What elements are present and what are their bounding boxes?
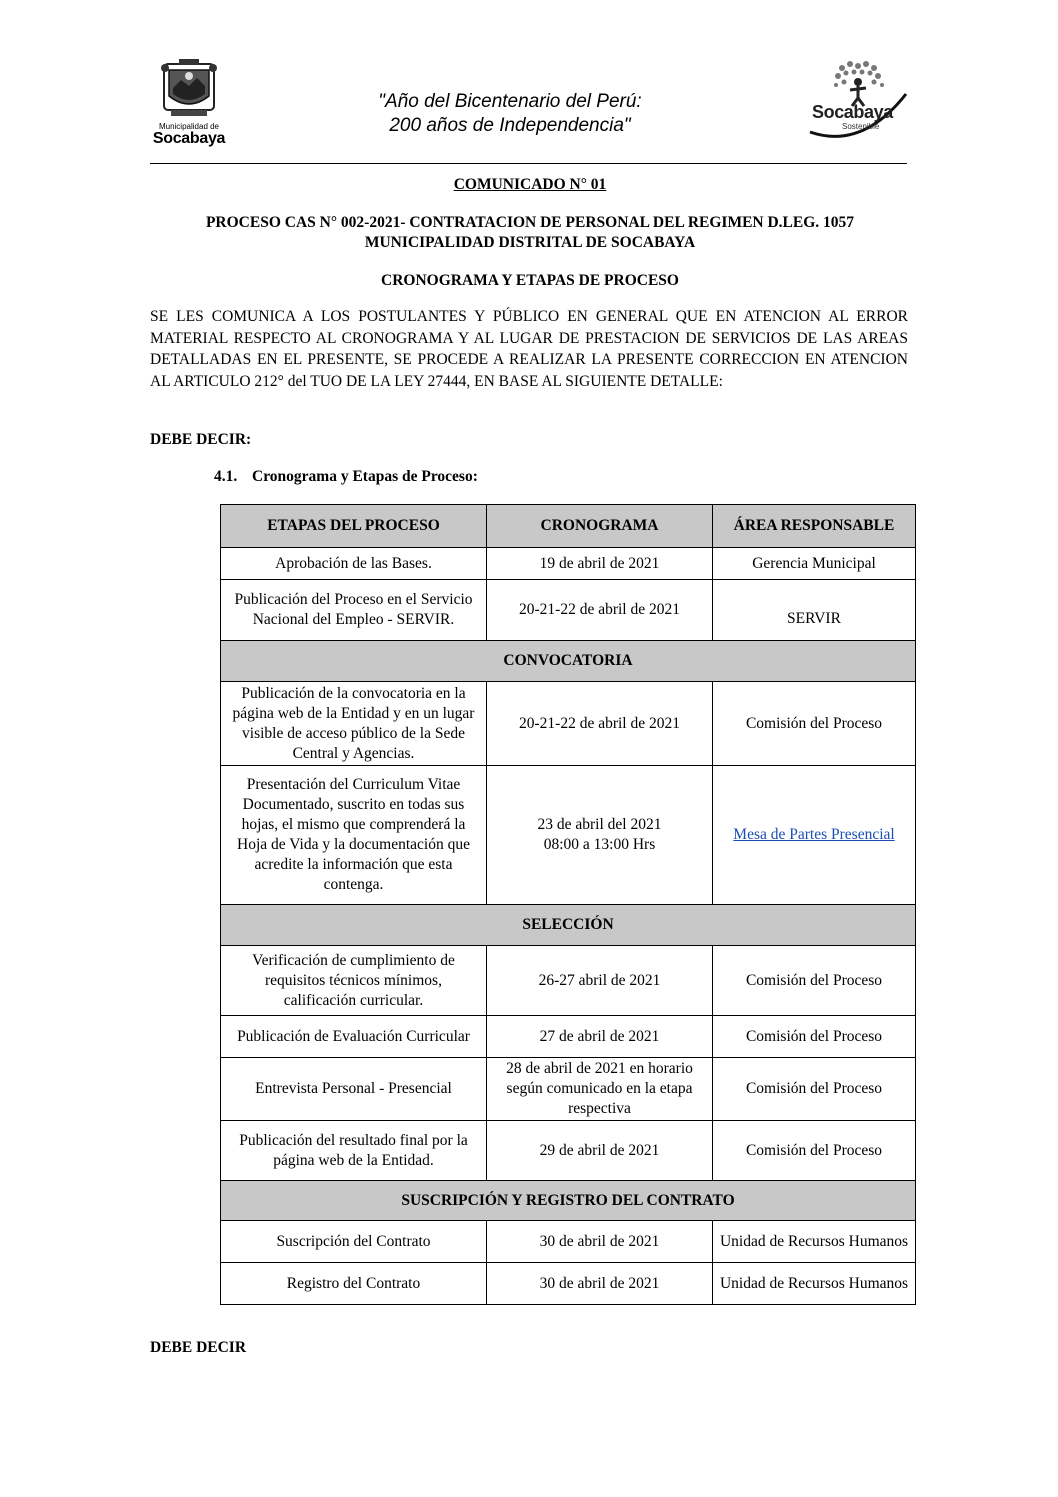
date-cell: 29 de abril de 2021: [487, 1121, 713, 1181]
area-cell: Comisión del Proceso: [713, 1016, 916, 1058]
subsection-heading: [214, 468, 478, 486]
header-area: ÁREA RESPONSABLE: [713, 505, 916, 548]
table-row: [221, 1016, 916, 1058]
year-motto: [340, 90, 680, 138]
document-title: COMUNICADO N° 01: [453, 176, 607, 193]
section-label: SUSCRIPCIÓN Y REGISTRO DEL CONTRATO: [221, 1181, 916, 1221]
table-header-row: [221, 505, 916, 548]
table-row: [221, 1121, 916, 1181]
section-row-convocatoria: [221, 641, 916, 682]
table-row: [221, 946, 916, 1016]
stage-cell: Entrevista Personal - Presencial: [221, 1058, 487, 1121]
stage-cell: Suscripción del Contrato: [221, 1221, 487, 1263]
municipality-name: Socabaya: [152, 130, 226, 147]
process-title: [150, 213, 910, 253]
table-row: [221, 1221, 916, 1263]
stage-cell: Verificación de cumplimiento de requisitos técnicos mínimos, calificación curricular.: [221, 946, 487, 1016]
table-row: [221, 1263, 916, 1305]
motto-line-1: "Año del Bicentenario del Perú:: [378, 91, 642, 112]
date-cell: 30 de abril de 2021: [487, 1263, 713, 1305]
table-row: [221, 1058, 916, 1121]
debe-decir-footer-heading: DEBE DECIR: [150, 1339, 247, 1356]
date-cell: 20-21-22 de abril de 2021: [487, 682, 713, 766]
section-row-seleccion: [221, 905, 916, 946]
table-row: [221, 548, 916, 580]
stage-cell: Publicación de Evaluación Curricular: [221, 1016, 487, 1058]
stage-cell: Presentación del Curriculum Vitae Documentado, suscrito en todas sus hojas, el mismo que comprenderá la Hoja de Vida y la documentación que acredite la información que esta contenga.: [221, 766, 487, 905]
letterhead: [150, 58, 910, 166]
section-row-contrato: [221, 1181, 916, 1221]
stage-cell: Publicación del resultado final por la página web de la Entidad.: [221, 1121, 487, 1181]
date-cell: 19 de abril de 2021: [487, 548, 713, 580]
area-cell: Comisión del Proceso: [713, 682, 916, 766]
logo-wordmark: Socabaya: [812, 102, 893, 122]
area-cell: SERVIR: [713, 580, 916, 641]
area-cell: Unidad de Recursos Humanos: [713, 1221, 916, 1263]
process-title-line-2: MUNICIPALIDAD DISTRITAL DE SOCABAYA: [364, 234, 696, 251]
header-stages: ETAPAS DEL PROCESO: [221, 505, 487, 548]
process-title-line-1: PROCESO CAS N° 002-2021- CONTRATACION DE PERSONAL DEL REGIMEN D.LEG. 1057: [205, 214, 855, 231]
date-cell: 27 de abril de 2021: [487, 1016, 713, 1058]
date-cell: [487, 766, 713, 905]
section-title: CRONOGRAMA Y ETAPAS DE PROCESO: [381, 272, 679, 289]
header-divider: [150, 163, 907, 164]
table-row: [221, 682, 916, 766]
schedule-table: [220, 504, 916, 1305]
motto-line-2: 200 años de Independencia": [389, 115, 631, 136]
subsection-number: 4.1.: [214, 468, 238, 485]
municipality-crest-icon: [159, 58, 219, 120]
date-cell: 30 de abril de 2021: [487, 1221, 713, 1263]
header-schedule: CRONOGRAMA: [487, 505, 713, 548]
area-cell: [713, 766, 916, 905]
subsection-title: Cronograma y Etapas de Proceso:: [252, 468, 478, 485]
municipality-logo: [150, 58, 228, 158]
section-label: SELECCIÓN: [221, 905, 916, 946]
notice-paragraph: SE LES COMUNICA A LOS POSTULANTES Y PÚBLICO EN GENERAL QUE EN ATENCION AL ERROR MATERIAL RESPECTO AL CRONOGRAMA Y AL LUGAR DE PRESTACION DE SERVICIOS DE LAS AREAS DETALLADAS EN EL PRESENTE, SE PROCEDE A REALIZAR LA PRESENTE CORRECCION EN ATENCION AL ARTICULO 212° del TUO DE LA LEY 27444, EN BASE AL SIGUIENTE DETALLE:: [150, 308, 908, 390]
area-cell: Gerencia Municipal: [713, 548, 916, 580]
table-row: [221, 766, 916, 905]
date-cell: 20-21-22 de abril de 2021: [487, 580, 713, 641]
stage-cell: Registro del Contrato: [221, 1263, 487, 1305]
table-row: [221, 580, 916, 641]
socabaya-sostenible-logo: [802, 58, 912, 158]
stage-cell: Aprobación de las Bases.: [221, 548, 487, 580]
time-line: 08:00 a 13:00 Hrs: [543, 836, 656, 853]
area-cell: Comisión del Proceso: [713, 1058, 916, 1121]
area-cell: Comisión del Proceso: [713, 946, 916, 1016]
stage-cell: Publicación de la convocatoria en la página web de la Entidad y en un lugar visible de acceso público de la Sede Central y Agencias.: [221, 682, 487, 766]
municipality-label: Municipalidad de: [158, 122, 220, 131]
stage-cell: Publicación del Proceso en el Servicio Nacional del Empleo - SERVIR.: [221, 580, 487, 641]
mesa-de-partes-link[interactable]: Mesa de Partes Presencial: [733, 826, 895, 843]
logo-subtitle: Sostenible: [842, 122, 880, 131]
debe-decir-heading: DEBE DECIR:: [150, 431, 252, 448]
area-cell: Unidad de Recursos Humanos: [713, 1263, 916, 1305]
area-cell: Comisión del Proceso: [713, 1121, 916, 1181]
date-cell: 28 de abril de 2021 en horario según comunicado en la etapa respectiva: [487, 1058, 713, 1121]
date-line: 23 de abril del 2021: [537, 816, 662, 833]
section-label: CONVOCATORIA: [221, 641, 916, 682]
date-cell: 26-27 abril de 2021: [487, 946, 713, 1016]
